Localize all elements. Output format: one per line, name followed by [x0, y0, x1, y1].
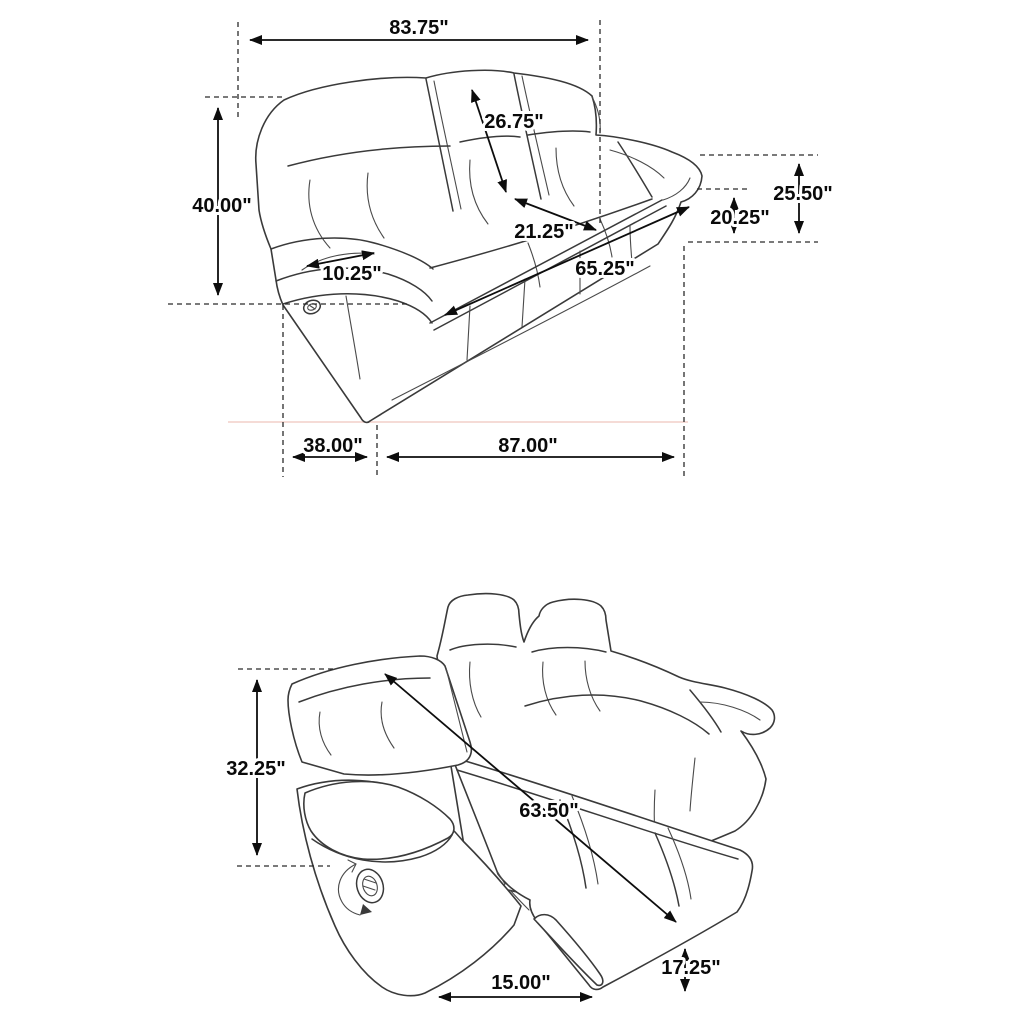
- dimension-footrest-extension: [439, 972, 592, 997]
- dimension-label: 87.00": [498, 435, 558, 457]
- sofa-reclined-drawing: [288, 594, 774, 996]
- dimension-label: 17.25": [661, 957, 721, 979]
- sofa-upright-drawing: [256, 70, 702, 422]
- dimension-label: 65.25": [575, 258, 635, 280]
- dimension-label: 15.00": [491, 972, 551, 994]
- dimension-label: 32.25": [226, 758, 286, 780]
- dimension-label: 21.25": [514, 221, 574, 243]
- dimension-label: 25.50": [773, 183, 833, 205]
- dimension-label: 63.50": [519, 800, 579, 822]
- dimension-label: 83.75": [389, 17, 449, 39]
- reclined-backrest: [288, 656, 471, 775]
- dimension-label: 38.00": [303, 435, 363, 457]
- dimension-label: 26.75": [484, 111, 544, 133]
- sofa-body: [256, 70, 702, 422]
- dimension-footrest-height: [661, 949, 721, 991]
- dimension-label: 40.00": [192, 195, 252, 217]
- dimension-label: 10.25": [322, 263, 382, 285]
- dimension-seat-height: [697, 189, 770, 233]
- dimension-label: 20.25": [710, 207, 770, 229]
